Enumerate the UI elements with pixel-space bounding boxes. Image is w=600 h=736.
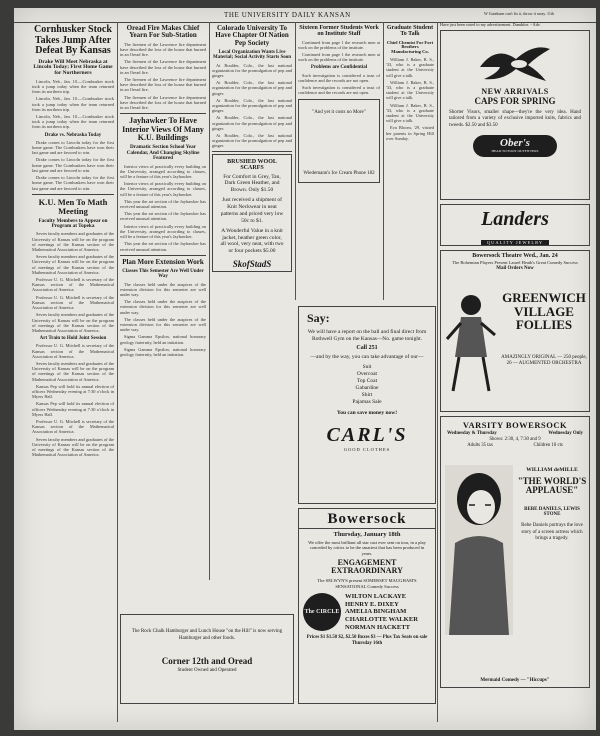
film-title: "THE WORLD'S APPLAUSE"	[517, 476, 587, 496]
article-text: The firemen of the Lawrence fire department have described the loss of the house that burned in an Oread fire.	[120, 41, 206, 58]
article-text: Drake comes to Lincoln today for the first home game. The Cornhuskers have won their last game and are favored to win.	[32, 139, 114, 156]
cast-member: AMELIA BINGHAM	[345, 608, 407, 616]
bowersock-date: Thursday, January 18th	[333, 531, 401, 538]
scarf-ad-body3: A Wonderful Value in a knit jacket, heather green color, all wool, very neat, with two or four pockets $5.00	[220, 227, 284, 255]
article-text: Lincoln, Neb., Jan. 10.—Cornhusker stock took a jump today when the team returned from its northern trip.	[32, 96, 114, 112]
column-4	[298, 22, 380, 300]
varsity-shows: Shows: 2:30, 4, 7:30 and 9	[489, 437, 541, 443]
cast-member: WILTON LACKAYE	[345, 593, 407, 601]
follies-body: AMAZINGLY ORIGINAL — 250 people, 26 — AUGMENTED ORCHESTRA	[501, 355, 587, 367]
masthead-title: THE UNIVERSITY DAILY KANSAN	[224, 11, 351, 19]
carls-sub: GOOD CLOTHES	[343, 446, 391, 452]
article-text: Such investigation is considered a trust of confidence and the records are not open.	[298, 85, 380, 96]
rock-chalk-body: The Rock Chalk Hamburger and Lunch House "on the Hill" is now serving Hamburger and other foods.	[131, 629, 283, 641]
article-text: At Boulder, Colo., the last national organization for the promulgation of pep and ginger.	[212, 62, 292, 78]
article-text: Drake comes to Lincoln today for the first home game. The Cornhuskers have won their last game and are favored to win.	[32, 157, 114, 173]
theatre-title: Bowersock Theatre Wed., Jan. 24	[472, 253, 558, 260]
column-rule	[209, 22, 210, 580]
article-text: Such investigation is considered a trust of confidence and the records are not open.	[298, 72, 380, 83]
article-text: Seven faculty members and graduates of the University of Kansas will be on the program of meetings of the Kansas section of the Mathematical Association of America.	[32, 360, 114, 382]
article-text: William J. Baker, B. S., '33, who is a graduate student at the University will give a talk.	[386, 102, 434, 124]
article-text: Seven faculty members and graduates of the University of Kansas will be on the program of meetings of the Kansas section of the Mathematical Association of America.	[32, 312, 114, 333]
varsity-days: Wednesday & Thursday	[447, 431, 497, 437]
column-1	[32, 22, 114, 722]
headline-graduate: Graduate Student To Talk	[386, 25, 434, 38]
newspaper-page	[14, 8, 596, 730]
circle-logo	[303, 593, 341, 631]
engagement-sub: The SELWYN'S present SOMERSET MAUGHAM'S SENSATIONAL Comedy Success	[317, 578, 417, 589]
subhead-local: Local Organization Wants Live Material; Social Activity Starts Soon	[212, 50, 292, 61]
follies-dancer-illustration	[445, 287, 499, 397]
headline-oread-fire: Oread Fire Makes Chief Yearn For Sub-Station	[126, 24, 200, 40]
article-text: This year the art section of the Jayhawker has received unusual attention.	[120, 241, 206, 252]
scarf-ad	[212, 154, 292, 273]
headline-extension: Plan More Extension Work	[122, 257, 204, 266]
theatre-ad	[440, 250, 590, 412]
corner-sub: Student Owned and Operated	[177, 668, 237, 673]
bowersock-title: Bowersock	[299, 511, 435, 529]
circle-title: The CIRCLE	[304, 609, 340, 616]
varsity-days2: Wednesday Only	[548, 431, 583, 437]
obers-ad	[440, 30, 590, 200]
article-text: Interior views of practically every building on the University, arranged according to classes, will be a feature of this year's Jayhawker.	[120, 163, 206, 180]
varsity-ad	[440, 416, 590, 688]
bebe-daniels-portrait	[445, 465, 513, 635]
subhead-chemist: Chief Chemist For Fort Brothers Manufacturing Co.	[386, 39, 434, 55]
say-call: Call 251	[356, 345, 378, 352]
cast-member: HENRY E. DIXEY	[345, 600, 399, 608]
arrivals-sub: CAPS FOR SPRING	[474, 96, 556, 107]
film-presenter: WILLIAM deMILLE	[526, 467, 578, 474]
subhead-dramatic: Dramatic Section School Year Calendar, And Changing Skyline Featured	[126, 144, 200, 162]
say-list-item: Top Coat	[356, 378, 378, 385]
article-text: Kansas Pep will hold its annual election of officers Wednesday evening at 7:30 o'clock in Myers Hall.	[32, 401, 114, 417]
ice-cream-ad-slogan: "And yet it costs no More"	[312, 110, 366, 116]
article-text: Continued from page 1 the research men at work on the problems of the institute.	[298, 52, 380, 63]
varsity-title: VARSITY BOWERSOCK	[462, 420, 568, 431]
article-text: Professor U. G. Mitchell is secretary of the Kansas section of the Mathematical Association of America.	[32, 277, 114, 293]
scarf-ad-body: For Comfort in Grey, Tan, Dark Green Heather, and Brown. Only $1.50	[223, 173, 281, 194]
column-3	[212, 22, 292, 580]
article-text: The classes held under the auspices of the extension division for this semester are well under way.	[120, 299, 206, 315]
say-heading: Say:	[307, 311, 330, 325]
article-text: Seven faculty members and graduates of the University of Kansas will be on the program of meetings of the Kansas section of the Mathematical Association of America.	[32, 231, 114, 253]
say-body2: —and by the way, you can take advantage of our—	[310, 354, 424, 361]
follies-title: GREENWICH VILLAGE FOLLIES	[502, 290, 586, 333]
column-rule	[295, 22, 296, 300]
article-text: Continued from page 1 the research men at work on the problems of the institute.	[298, 39, 380, 50]
article-text: At Boulder, Colo., the last national organization for the promulgation of pep and ginger.	[212, 97, 292, 114]
article-text: Drake comes to Lincoln today for the first home game. The Cornhuskers have won their last game and are favored to win.	[32, 175, 114, 191]
article-text: Professor U. G. Mitchell is secretary of the Kansas section of the Mathematical Association of America.	[32, 343, 114, 359]
article-text: The firemen of the Lawrence fire department have described the loss of the house that burned in an Oread fire.	[120, 59, 206, 75]
article-text: Lincoln, Neb., Jan. 10.—Cornhusker stock took a jump today when the team returned from its northern trip.	[32, 114, 114, 130]
column-rule	[437, 22, 438, 722]
article-text: Professor U. G. Mitchell is secretary of the Kansas section of the Mathematical Association of America.	[32, 419, 114, 435]
article-text: Eva Bloom, '29, visited her parents in Spring Hill over Sunday.	[386, 125, 434, 141]
article-text: This year the art section of the Jayhawker has received unusual attention.	[120, 198, 206, 210]
cast-member: NORMAN HACKETT	[345, 623, 411, 631]
right-ad-column	[440, 22, 590, 722]
say-list-item: Gabardine	[355, 385, 379, 392]
article-text: William J. Baker, B. S., '33, who is a graduate student at the University will give a talk.	[386, 79, 434, 101]
engagement-title: ENGAGEMENT EXTRAORDINARY	[331, 558, 403, 576]
cast-member: CHARLOTTE WALKER	[345, 615, 418, 623]
masthead-note: W Gutekune can't fix it, throw it away. 11th	[484, 11, 554, 16]
varsity-price: Adults 35 tax	[467, 443, 494, 449]
right-top-note: Have just been voted to my advertisement. Dumbfoe. - Adv.	[440, 22, 541, 27]
article-text: Kansas Pep will hold its annual election of officers Wednesday evening at 7:30 o'clock in Myers Hall.	[32, 383, 114, 400]
article-text: Seven faculty members and graduates of the University of Kansas will be on the program of meetings of the Kansas section of the Mathematical Association of America.	[32, 254, 114, 275]
corner-title: Corner 12th and Oread	[161, 656, 253, 666]
film-cast: BEBE DANIELS, LEWIS STONE	[524, 507, 580, 518]
scarf-ad-body2: Just received a shipment of Knit Neckwear in neat patterns and priced very low 50c to $1.	[220, 197, 284, 224]
rock-chalk-ad	[120, 614, 294, 704]
say-ad	[298, 306, 436, 504]
article-text: The classes held under the auspices of the extension division for this semester are well under way.	[120, 281, 206, 297]
article-text: The classes held under the auspices of the extension division for this semester are well under way.	[120, 316, 206, 333]
bowersock-ad	[298, 508, 436, 704]
ice-cream-ad	[298, 99, 380, 183]
ice-cream-ad-name: Wiedemann's Ice Cream Phone 182	[303, 171, 375, 177]
landers-sub: QUALITY JEWELRY	[481, 240, 549, 245]
article-text: The firemen of the Lawrence fire department have described the loss of the house that burned in an Oread fire.	[120, 76, 206, 93]
bowersock-intro: We offer the most brilliant all star cast ever sent on tour, in a play conceded by critics to be the smartest that has been produced in years.	[308, 540, 426, 556]
theatre-body: The Bohemian Players Present Laurel Heath's Great Comedy Success	[452, 260, 578, 266]
subhead-classes: Classes This Semester Are Well Under Way	[122, 269, 204, 280]
say-list-item: Suit	[362, 363, 372, 370]
say-list-item: Overcoat	[356, 370, 378, 377]
article-text: At Boulder, Colo., the last national organization for the promulgation of pep and ginger.	[212, 80, 292, 96]
subhead: Art Train to Hold Joint Session	[39, 336, 107, 342]
article-text: Interior views of practically every building on the University, arranged according to classes, will be a feature of this year's Jayhawker.	[120, 181, 206, 197]
say-list-item: Pajamas Sale	[352, 399, 382, 406]
article-text: Sigma Gamma Epsilon, national honorary geology fraternity, held an initiation.	[120, 346, 206, 357]
article-text: Seven faculty members and graduates of the University of Kansas will be on the program of meetings of the Kansas section of the Mathematical Association of America.	[32, 436, 114, 458]
obers-name: Ober's	[500, 137, 530, 150]
varsity-price2: Children 10 cts	[533, 443, 563, 449]
landers-ad	[440, 204, 590, 246]
carls-logo: CARL'S	[326, 423, 408, 446]
masthead	[14, 8, 596, 23]
article-text: At Boulder, Colo., the last national organization for the promulgation of pep and ginger.	[212, 132, 292, 149]
obers-logo	[473, 135, 557, 157]
say-list-item: Shirt	[361, 392, 373, 399]
article-text: Sigma Gamma Epsilon, national honorary geology fraternity, held an initiation.	[120, 334, 206, 345]
subhead: Problems are Confidential	[310, 65, 368, 71]
say-foot: You can save money now!	[336, 409, 398, 416]
landers-logo: Landers	[481, 208, 549, 231]
cast-list	[341, 593, 431, 631]
subhead-drake: Drake Will Meet Nebraska at Lincoln Today; First Home Game for Northerners	[33, 58, 113, 77]
headline-cornhusker: Cornhusker Stock Takes Jump After Defeat By Kansas	[34, 24, 112, 56]
article-text: The firemen of the Lawrence fire department have described the loss of the house that burned in an Oread fire.	[120, 94, 206, 110]
article-text: At Boulder, Colo., the last national organization for the promulgation of pep and ginger.	[212, 115, 292, 131]
headline-math: K.U. Men To Math Meeting	[38, 196, 108, 216]
article-text: William J. Baker, B. S., '33, who is a graduate student at the University will give a talk.	[386, 57, 434, 78]
column-rule	[117, 22, 118, 722]
film-foot: Mermaid Comedy — "Hiccups"	[480, 678, 550, 684]
subhead: Drake vs. Nebraska Today	[44, 132, 102, 138]
say-body: We will have a report on the ball and final direct from Rothwell Gym on the Kansas—No. game tonight.	[307, 329, 427, 342]
column-5	[386, 22, 434, 300]
subhead-faculty: Faculty Members to Appear on Program at Topeka	[38, 217, 108, 229]
article-text: This year the art section of the Jayhawker has received unusual attention.	[120, 211, 206, 222]
headline-institute: Sixteen Former Students Work on Institute Staff	[299, 25, 379, 38]
theatre-mail: Mail Orders Now	[496, 266, 534, 272]
article-text: Professor U. G. Mitchell is secretary of the Kansas section of the Mathematical Association of America.	[32, 294, 114, 311]
skofstad-logo: SkofStadS	[232, 259, 272, 270]
obers-sub: HEAD TO FOOT OUTFITTERS	[491, 149, 539, 154]
arrivals-body: Shorter Visors, smaller shape—they're the very idea. Hand tailored from a variety of exclusive imported knits, fabrics and tweeds. $2.50 and $3.50	[449, 110, 581, 128]
article-text: Interior views of practically every building on the University, arranged according to classes, will be a feature of this year's Jayhawker.	[120, 223, 206, 240]
scarf-ad-title: BRUSHED WOOL SCARFS	[227, 158, 277, 171]
swallow-illustration	[476, 37, 554, 87]
column-rule	[383, 22, 384, 300]
bowersock-prices: Prices $1 $1.50 $2, $2.50 Boxes $3 — Plus Tax Seats on sale Thursday 16th	[306, 635, 428, 646]
say-list	[299, 364, 435, 407]
film-body: Bebe Daniels portrays the love story of a screen actress which brings a tragedy.	[521, 523, 583, 542]
arrivals-title: NEW ARRIVALS	[481, 87, 549, 97]
article-text: Lincoln, Neb., Jan. 10.—Cornhusker stock took a jump today when the team returned from its northern trip.	[32, 78, 114, 95]
headline-colorado: Colorado University To Have Chapter Of Nation Pep Society	[215, 24, 289, 47]
headline-jayhawker: Jayhawker To Have Interior Views Of Many K.U. Buildings	[122, 116, 204, 142]
